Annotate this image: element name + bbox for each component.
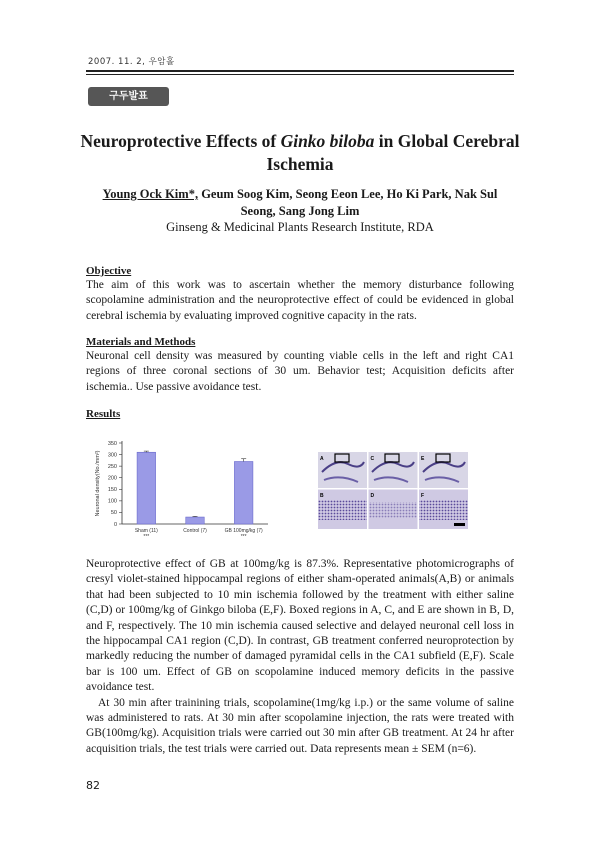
- paper-title: [80, 130, 520, 176]
- neuronal-density-chart: [86, 435, 276, 550]
- results-section: [86, 407, 514, 421]
- results-body: [86, 557, 514, 757]
- title-part2: in Global Cerebral Ischemia: [266, 131, 520, 174]
- affiliation: Ginseng & Medicinal Plants Research Institute, RDA: [166, 220, 434, 234]
- methods-section: [86, 335, 514, 395]
- page-number: 82: [86, 779, 100, 792]
- methods-text: Neuronal cell density was measured by counting viable cells in the left and right CA1 regions of three coronal sections of 30 um. Behavior test; Acquisition deficits after ischemia.. Use passive avoidance test.: [86, 350, 514, 393]
- chart-y-tick-label: 350: [107, 440, 117, 447]
- methods-heading: Materials and Methods: [86, 336, 196, 348]
- objective-section: [86, 264, 514, 324]
- chart-bar: [186, 517, 204, 524]
- micrograph-label-e: E: [421, 456, 425, 462]
- hippocampus-micrographs: [318, 452, 468, 529]
- micrograph-bottom-row: [318, 490, 468, 530]
- chart-y-tick-label: 100: [107, 498, 117, 505]
- chart-y-tick-label: 50: [110, 510, 117, 517]
- micrograph-label-d: D: [370, 493, 375, 499]
- title-part1: Neuroprotective Effects of: [80, 131, 277, 151]
- results-paragraph-2: At 30 min after trainining trials, scopolamine(1mg/kg i.p.) or the same volume of saline was administered to rats. At 30 min after scopolamine injection, the rats were treated with GB(100mg/kg). Acquisition trials were carried out 30 min after GB treatment. At 24 hr after acquisition trials, the test trials were carried out. Data represents mean ± SEM (n=6).: [86, 696, 514, 755]
- chart-bar: [234, 462, 252, 524]
- co-authors: Geum Soog Kim, Seong Eeon Lee, Ho Ki Park, Nak Sul Seong, Sang Jong Lim: [201, 187, 498, 218]
- header-date: 2007. 11. 2, 우암홀: [88, 57, 175, 67]
- header-rule-thick: [86, 70, 514, 72]
- micrograph-top-row: [318, 452, 468, 488]
- micrograph-label-a: A: [320, 456, 324, 462]
- micrograph-label-c: C: [370, 456, 375, 462]
- results-paragraph-1: Neuroprotective effect of GB at 100mg/kg is 87.3%. Representative photomicrographs of cresyl violet-stained hippocampal regions of either sham-operated animals(A,B) or animals that had been subjected to 10 min ischemia followed by the treatment with either saline (C,D) or 100mg/kg of Ginkgo biloba (E,F). Boxed regions in A, C, and E are shown in B, D, and F, respectively. The 10 min ischemia caused selective and delayed neuronal cell loss in the hippocampal CA1 region (C,D). In contrast, GB treatment conferred neuroprotection by markedly reducing the number of damaged pyramidal cells in the CA1 subfield (E,F). Scale bar is 100 um. Effect of GB on scopolamine induced memory deficits in the passive avoidance test.: [86, 558, 514, 694]
- chart-y-tick-label: 250: [107, 463, 117, 470]
- micrograph-label-b: B: [320, 493, 324, 499]
- chart-y-axis-label: Neuronal density(No./mm²): [95, 450, 101, 517]
- chart-significance-label: ***: [240, 534, 247, 540]
- chart-x-tick-label: GB 100mg/kg (7): [224, 528, 263, 534]
- scale-bar: [454, 523, 465, 526]
- chart-x-tick-label: Control (7): [183, 528, 207, 534]
- results-heading: Results: [86, 408, 121, 420]
- author-list: [86, 186, 514, 220]
- chart-x-tick-label: Sham (11): [134, 528, 158, 534]
- title-species: Ginko biloba: [280, 131, 375, 151]
- objective-text: The aim of this work was to ascertain whether the memory disturbance following scopolamine administration and the neuroprotective effect of could be evidenced in global cerebral ischemia by evaluating improved cognitive capacity in the rats.: [86, 279, 514, 322]
- objective-heading: Objective: [86, 265, 132, 277]
- header-rule-thin: [86, 74, 514, 75]
- chart-bar: [137, 452, 155, 524]
- session-badge: 구두발표: [88, 87, 169, 106]
- micrograph-label-f: F: [421, 493, 425, 499]
- chart-y-tick-label: 300: [107, 452, 117, 459]
- chart-y-tick-label: 150: [107, 487, 117, 494]
- first-author: Young Ock Kim*,: [102, 187, 199, 201]
- chart-y-tick-label: 0: [113, 521, 117, 528]
- chart-significance-label: ***: [143, 534, 150, 540]
- chart-y-tick-label: 200: [107, 475, 117, 482]
